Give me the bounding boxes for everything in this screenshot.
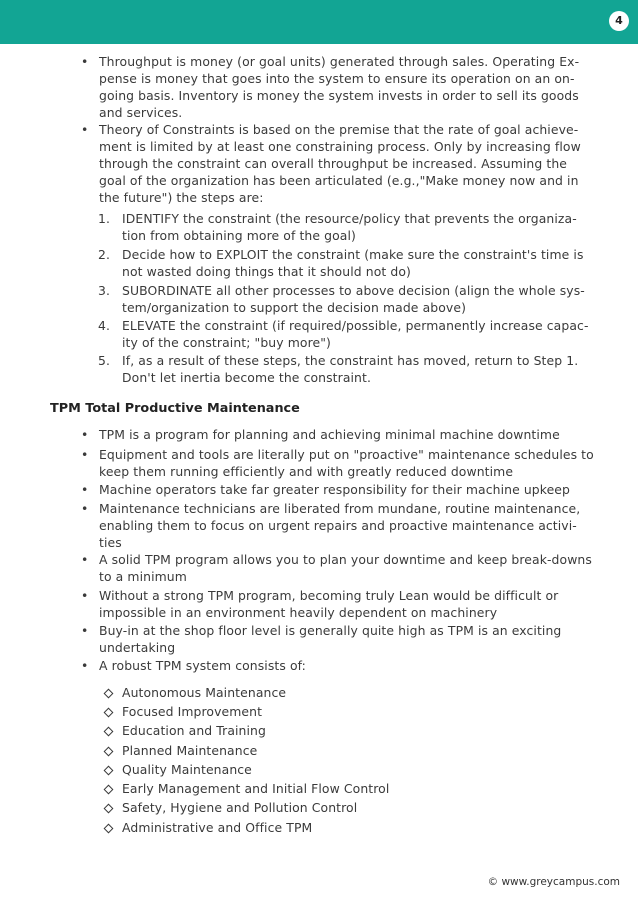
step-text: SUBORDINATE all other processes to above decision (align the whole sys-tem/organization to support the decision made above)	[122, 283, 585, 315]
pillar-label: Education and Training	[122, 723, 266, 738]
footer-copyright: © www.greycampus.com	[487, 876, 620, 888]
header-bar	[0, 0, 638, 44]
step-item	[98, 352, 600, 386]
pillar-item	[122, 742, 592, 759]
step-text: IDENTIFY the constraint (the resource/policy that prevents the organiza-tion from obtaining more of the goal)	[122, 211, 577, 243]
step-text: Decide how to EXPLOIT the constraint (make sure the constraint's time is not wasted doing things that it should not do)	[122, 247, 584, 279]
step-text: ELEVATE the constraint (if required/possible, permanently increase capac-ity of the constraint; "buy more")	[122, 318, 589, 350]
pillar-label: Autonomous Maintenance	[122, 685, 287, 700]
pillar-item	[122, 703, 592, 720]
diamond-icon	[104, 824, 114, 834]
diamond-icon	[104, 766, 114, 776]
list-item: • A solid TPM program allows you to plan your downtime and keep break-downs to a minimum	[99, 551, 597, 585]
pillar-label: Focused Improvement	[122, 704, 263, 719]
section-heading: TPM Total Productive Maintenance	[50, 401, 300, 416]
list-item: • Buy-in at the shop floor level is generally quite high as TPM is an exciting undertaking	[99, 622, 597, 656]
list-item: • Without a strong TPM program, becoming truly Lean would be difficult or impossible in an environment heavily dependent on machinery	[99, 587, 597, 621]
pillar-item	[122, 761, 592, 778]
step-number: 2.	[98, 247, 111, 262]
pillar-label: Early Management and Initial Flow Control	[122, 781, 390, 796]
step-item	[98, 246, 600, 280]
list-item: • Machine operators take far greater responsibility for their machine upkeep	[99, 481, 597, 498]
pillar-label: Administrative and Office TPM	[122, 820, 313, 835]
diamond-icon	[104, 785, 114, 795]
diamond-icon	[104, 689, 114, 699]
list-item: • TPM is a program for planning and achieving minimal machine downtime	[99, 426, 597, 443]
diamond-icon	[104, 804, 114, 814]
pillar-item	[122, 799, 592, 816]
diamond-icon	[104, 727, 114, 737]
step-number: 1.	[98, 211, 111, 226]
step-text: If, as a result of these steps, the constraint has moved, return to Step 1. Don't let inertia become the constraint.	[122, 353, 579, 385]
list-item: • Theory of Constraints is based on the premise that the rate of goal achieve-ment is limited by at least one constraining process. Only by increasing flow through the constraint can overall throughput be increased. Assuming the goal of the organization has been articulated (e.g.,"Make money now and in the future") the steps are:	[99, 121, 597, 206]
diamond-icon	[104, 708, 114, 718]
step-number: 4.	[98, 318, 111, 333]
page-number: 4	[609, 11, 629, 31]
step-item	[98, 282, 600, 316]
pillar-label: Quality Maintenance	[122, 762, 252, 777]
pillar-item	[122, 819, 592, 836]
list-item: • Maintenance technicians are liberated from mundane, routine maintenance, enabling them to focus on urgent repairs and proactive maintenance activi-ties	[99, 500, 597, 551]
step-number: 5.	[98, 353, 111, 368]
step-item	[98, 317, 600, 351]
diamond-icon	[104, 747, 114, 757]
list-item: • Throughput is money (or goal units) generated through sales. Operating Ex-pense is money that goes into the system to ensure its operation on an on-going basis. Inventory is money the system invests in order to sell its goods and services.	[99, 53, 597, 121]
step-number: 3.	[98, 283, 111, 298]
pillar-item	[122, 722, 592, 739]
list-item: • A robust TPM system consists of:	[99, 657, 597, 674]
pillar-label: Planned Maintenance	[122, 743, 258, 758]
pillar-label: Safety, Hygiene and Pollution Control	[122, 800, 358, 815]
step-item	[98, 210, 600, 244]
pillar-item	[122, 684, 592, 701]
pillar-item	[122, 780, 592, 797]
list-item: • Equipment and tools are literally put on "proactive" maintenance schedules to keep them running efficiently and with greatly reduced downtime	[99, 446, 597, 480]
